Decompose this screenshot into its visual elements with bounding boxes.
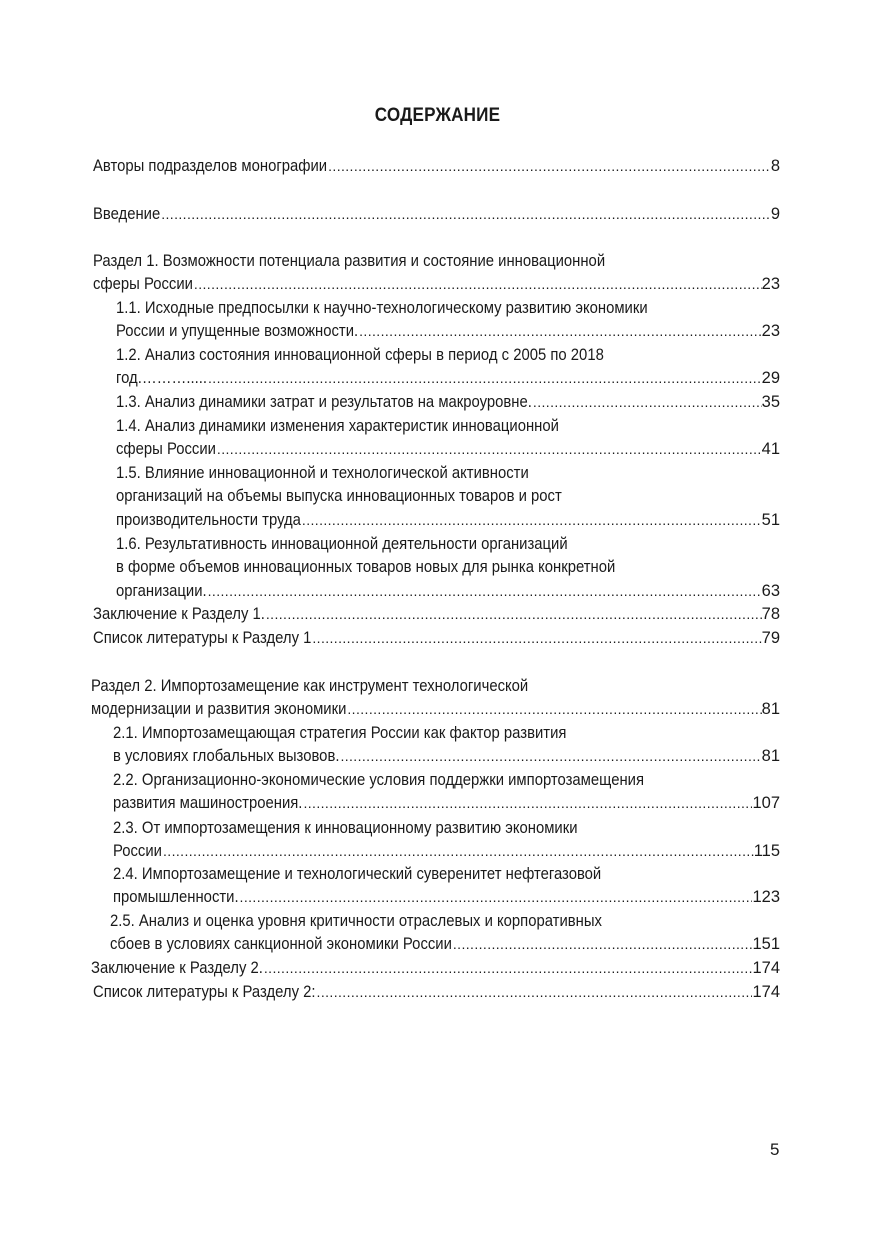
toc-page-number: 174 — [752, 959, 780, 977]
toc-entry-1-5-line2[interactable]: организаций на объемы выпуска инновационных товаров и рост — [116, 487, 562, 505]
toc-page-number: 35 — [761, 393, 780, 411]
section-2-heading[interactable]: Раздел 2. Импортозамещение как инструмент технологической — [91, 677, 529, 695]
toc-page-number: 23 — [761, 275, 780, 293]
toc-entry-1-6[interactable] — [116, 580, 780, 602]
dot-leader — [263, 957, 753, 979]
toc-entry-text: Заключение к Разделу 2. — [91, 959, 263, 977]
toc-entry-1-6-line2[interactable]: в форме объемов инновационных товаров новых для рынка конкретной — [116, 558, 616, 576]
dot-leader — [358, 320, 762, 342]
dot-leader — [216, 438, 762, 460]
toc-entry-2-1[interactable] — [113, 745, 780, 767]
dot-leader — [311, 627, 761, 649]
toc-page-number: 78 — [761, 605, 780, 623]
dot-leader — [302, 792, 752, 814]
toc-page-number: 23 — [761, 322, 780, 340]
toc-entry-text: в условиях глобальных вызовов. — [113, 747, 340, 765]
toc-entry-text: производительности труда — [116, 511, 301, 529]
toc-entry-2-4-line1[interactable]: 2.4. Импортозамещение и технологический суверенитет нефтегазовой — [113, 865, 602, 883]
toc-entry-text: Список литературы к Разделу 1 — [93, 629, 312, 647]
toc-entry-text: организации. — [116, 582, 207, 600]
toc-entry-text: Авторы подразделов монографии — [93, 157, 328, 175]
toc-page-number: 9 — [770, 205, 780, 223]
page-number: 5 — [770, 1140, 780, 1159]
toc-page-number: 115 — [753, 842, 780, 860]
toc-entry-text: 1.3. Анализ динамики затрат и результатов на макроуровне. — [116, 393, 532, 411]
dot-leader — [207, 580, 762, 602]
toc-page-number: 51 — [761, 511, 780, 529]
toc-entry-section-1[interactable] — [93, 273, 780, 295]
dot-leader — [452, 933, 753, 955]
toc-entry-1-1[interactable] — [116, 320, 780, 342]
dot-leader — [207, 367, 762, 389]
toc-entry-text: России и упущенные возможности. — [116, 322, 359, 340]
dot-leader — [301, 509, 762, 531]
toc-entry-2-3-line1[interactable]: 2.3. От импортозамещения к инновационному развитию экономики — [113, 819, 578, 837]
dot-leader — [316, 981, 753, 1003]
toc-entry-1-6-line1[interactable]: 1.6. Результативность инновационной деятельности организаций — [116, 535, 568, 553]
dot-leader — [193, 273, 762, 295]
toc-entry-1-2-line1[interactable]: 1.2. Анализ состояния инновационной сферы в период с 2005 по 2018 — [116, 346, 604, 364]
toc-entry-1-2[interactable] — [116, 367, 780, 389]
toc-entry-2-2[interactable] — [113, 792, 780, 814]
toc-entry-2-5-line1[interactable]: 2.5. Анализ и оценка уровня критичности отраслевых и корпоративных — [110, 912, 602, 930]
toc-entry-section-1-references[interactable] — [93, 627, 780, 649]
toc-page-number: 107 — [752, 794, 780, 812]
toc-entry-text: год.………..... — [116, 369, 207, 387]
dot-leader — [160, 203, 771, 225]
toc-page-number: 81 — [761, 747, 780, 765]
toc-entry-authors[interactable] — [93, 155, 780, 177]
toc-entry-section-2[interactable] — [91, 698, 780, 720]
dot-leader — [532, 391, 762, 413]
toc-page-number: 63 — [761, 582, 780, 600]
toc-page-number: 81 — [761, 700, 780, 718]
toc-page-number: 29 — [761, 369, 780, 387]
toc-entry-intro[interactable] — [93, 203, 780, 225]
toc-entry-1-4-line1[interactable]: 1.4. Анализ динамики изменения характеристик инновационной — [116, 417, 559, 435]
toc-entry-text: сбоев в условиях санкционной экономики России — [110, 935, 452, 953]
toc-entry-1-3[interactable] — [116, 391, 780, 413]
toc-entry-text: сферы России — [93, 275, 193, 293]
toc-entry-2-4[interactable] — [113, 886, 780, 908]
toc-entry-1-5[interactable] — [116, 509, 780, 531]
toc-entry-2-2-line1[interactable]: 2.2. Организационно-экономические условия поддержки импортозамещения — [113, 771, 644, 789]
toc-entry-1-4[interactable] — [116, 438, 780, 460]
toc-page-number: 151 — [752, 935, 780, 953]
toc-page-number: 174 — [752, 983, 780, 1001]
toc-entry-2-5[interactable] — [110, 933, 780, 955]
toc-entry-text: модернизации и развития экономики — [91, 700, 347, 718]
toc-page-number: 123 — [752, 888, 780, 906]
toc-entry-text: промышленности. — [113, 888, 239, 906]
toc-entry-2-3[interactable] — [113, 840, 780, 862]
toc-entry-section-2-conclusion[interactable] — [91, 957, 780, 979]
dot-leader — [346, 698, 761, 720]
section-1-heading[interactable]: Раздел 1. Возможности потенциала развития и состояние инновационной — [93, 252, 606, 270]
toc-entry-section-1-conclusion[interactable] — [93, 603, 780, 625]
toc-entry-1-1-line1[interactable]: 1.1. Исходные предпосылки к научно-технологическому развитию экономики — [116, 299, 648, 317]
dot-leader — [162, 840, 754, 862]
dot-leader — [327, 155, 771, 177]
toc-page-number: 8 — [770, 157, 780, 175]
dot-leader — [239, 886, 753, 908]
toc-entry-text: Заключение к Разделу 1. — [93, 605, 265, 623]
dot-leader — [339, 745, 761, 767]
toc-page-number: 41 — [761, 440, 780, 458]
toc-page-number: 79 — [761, 629, 780, 647]
toc-entry-text: Список литературы к Разделу 2: — [93, 983, 316, 1001]
toc-entry-text: развития машиностроения. — [113, 794, 303, 812]
dot-leader — [265, 603, 762, 625]
toc-entry-section-2-references[interactable] — [93, 981, 780, 1003]
toc-entry-text: сферы России — [116, 440, 216, 458]
toc-entry-text: России — [113, 842, 162, 860]
toc-entry-1-5-line1[interactable]: 1.5. Влияние инновационной и технологической активности — [116, 464, 529, 482]
toc-entry-text: Введение — [93, 205, 161, 223]
toc-entry-2-1-line1[interactable]: 2.1. Импортозамещающая стратегия России как фактор развития — [113, 724, 567, 742]
page-title: СОДЕРЖАНИЕ — [374, 105, 501, 126]
